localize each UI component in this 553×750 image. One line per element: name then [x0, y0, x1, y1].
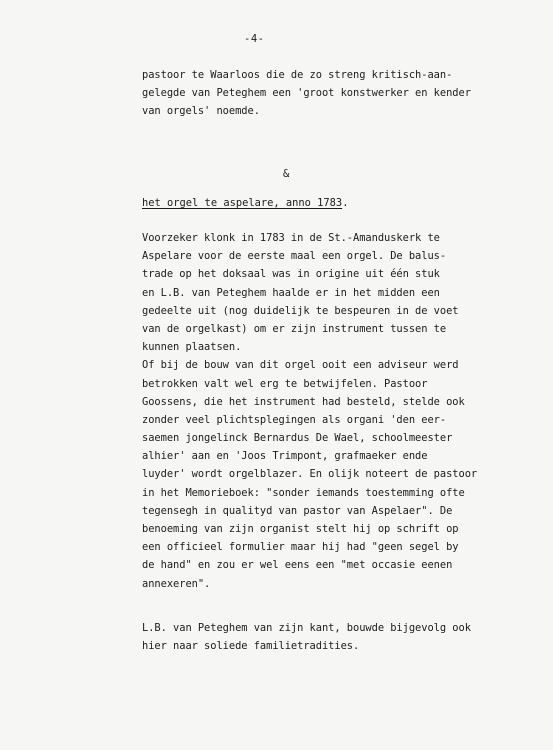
- text-line: gelegde van Peteghem een 'groot konstwerker en kender: [142, 87, 471, 100]
- text-line: trade op het doksaal was in origine uit één stuk: [142, 268, 440, 281]
- text-line: L.B. van Peteghem van zijn kant, bouwde bijgevolg ook: [142, 622, 471, 634]
- text-line: en L.B. van Peteghem haalde er in het midden een: [142, 286, 440, 299]
- text-line: benoeming van zijn organist stelt hij op schrift op: [142, 523, 459, 535]
- section-heading: [142, 197, 348, 209]
- intro-paragraph: [142, 66, 542, 121]
- text-line: Goossens, die het instrument had besteld, stelde ook: [142, 395, 465, 408]
- text-line: zonder veel plichtsplegingen als organi 'den eer-: [142, 413, 447, 426]
- text-line: tegensegh in qualityd van pastor van Aspelaer". De: [142, 504, 453, 517]
- text-line: saemen jongelinck Bernardus De Wael, schoolmeester: [142, 432, 453, 445]
- text-line: in het Memorieboek: "sonder iemands toestemming ofte: [142, 486, 465, 499]
- closing-paragraph: [142, 619, 542, 655]
- section-separator: &: [283, 168, 290, 180]
- page-number: -4-: [244, 33, 265, 45]
- body-paragraph: [142, 229, 542, 593]
- text-line: luyder' wordt orgelblazer. En olijk noteert de pastoor: [142, 468, 478, 481]
- text-line: een officieel formulier maar hij had "geen segel by: [142, 541, 459, 554]
- text-line: Voorzeker klonk in 1783 in de St.-Amanduskerk te: [142, 232, 440, 244]
- text-line: de hand" en zou er wel eens een "met occasie eenen: [142, 559, 453, 572]
- text-line: van de orgelkast) om er zijn instrument tussen te: [142, 322, 447, 335]
- text-line: pastoor te Waarloos die de zo streng kritisch-aan-: [142, 69, 453, 81]
- section-heading-suffix: .: [342, 197, 349, 209]
- text-line: gedeelte uit (nog duidelijk te bespeuren in de voet: [142, 304, 459, 317]
- text-line: hier naar soliede familietradities.: [142, 640, 360, 653]
- text-line: van orgels' noemde.: [142, 105, 260, 118]
- text-line: kunnen plaatsen.: [142, 341, 242, 354]
- text-line: annexeren".: [142, 577, 211, 590]
- text-line: betrokken valt wel erg te betwijfelen. Pastoor: [142, 377, 428, 390]
- text-line: Aspelare voor de eerste maal een orgel. De balus-: [142, 250, 447, 263]
- section-heading-text: het orgel te aspelare, anno 1783: [142, 197, 343, 209]
- text-line: alhier' aan en 'Joos Trimpont, grafmaeker ende: [142, 450, 428, 463]
- text-line: Of bij de bouw van dit orgel ooit een adviseur werd: [142, 359, 459, 372]
